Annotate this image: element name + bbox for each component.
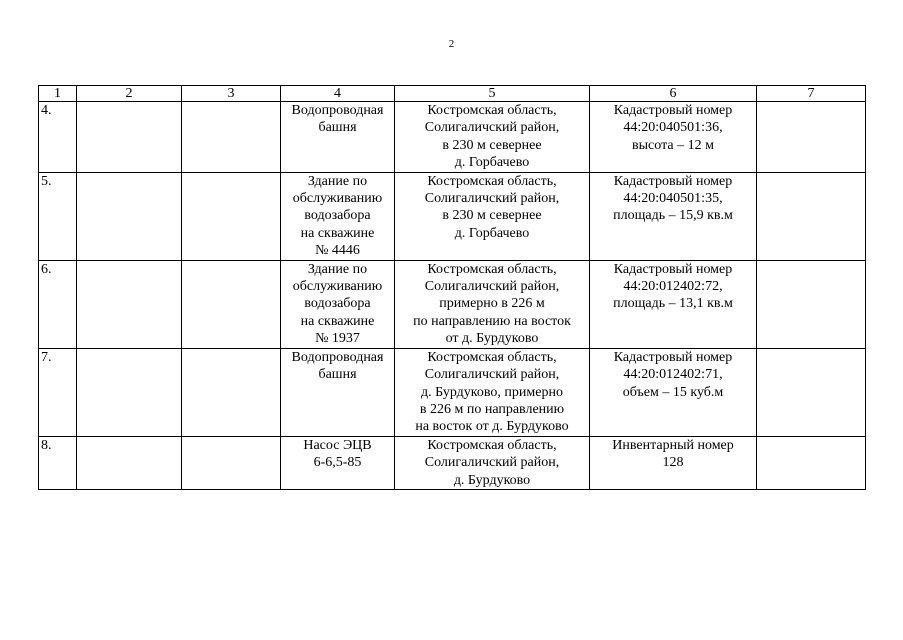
cell-line: обслуживанию — [292, 279, 383, 295]
cell-line: Насос ЭЦВ — [303, 437, 372, 453]
cell-line: водозабора — [304, 296, 371, 312]
cell-line: Инвентарный номер — [612, 437, 734, 453]
table-body — [39, 102, 866, 490]
cell-line: д. Бурдуково, примерно — [421, 384, 563, 400]
cell-line: в 230 м севернее — [442, 137, 542, 153]
empty-cell — [182, 102, 281, 173]
empty-cell — [182, 348, 281, 436]
cell-line: Солигаличский район, — [424, 367, 560, 383]
cell-line: площадь – 15,9 кв.м — [613, 208, 733, 224]
cell-line: на восток от д. Бурдуково — [415, 419, 569, 435]
cell-line: 44:20:012402:71, — [623, 367, 723, 383]
characteristics-cell — [590, 260, 757, 348]
cell-line: Костромская область, — [427, 261, 557, 277]
cell-line: Кадастровый номер — [613, 173, 733, 189]
object-name-cell — [281, 102, 395, 173]
empty-cell — [757, 348, 866, 436]
cell-line: 44:20:040501:36, — [623, 120, 723, 136]
location-cell — [395, 260, 590, 348]
empty-cell — [77, 260, 182, 348]
object-name-cell — [281, 436, 395, 489]
empty-cell — [757, 172, 866, 260]
object-name-cell — [281, 172, 395, 260]
empty-cell — [757, 102, 866, 173]
cell-line: 128 — [662, 455, 684, 471]
empty-cell — [77, 436, 182, 489]
cell-line: № 4446 — [315, 243, 360, 259]
row-number-cell: 5. — [39, 172, 77, 260]
cell-line: Костромская область, — [427, 173, 557, 189]
cell-line: Солигаличский район, — [424, 279, 560, 295]
location-cell — [395, 172, 590, 260]
table-header-row — [39, 86, 866, 102]
cell-line: Кадастровый номер — [613, 261, 733, 277]
empty-cell — [757, 436, 866, 489]
location-cell — [395, 436, 590, 489]
empty-cell — [182, 172, 281, 260]
table-row — [39, 436, 866, 489]
cell-line: Кадастровый номер — [613, 103, 733, 118]
cell-line: 6-6,5-85 — [313, 455, 362, 471]
column-header: 3 — [182, 86, 281, 102]
cell-line: башня — [318, 120, 357, 136]
property-table — [38, 85, 866, 490]
empty-cell — [77, 172, 182, 260]
column-header: 5 — [395, 86, 590, 102]
empty-cell — [757, 260, 866, 348]
cell-line: на скважине — [300, 313, 375, 329]
table-row — [39, 348, 866, 436]
empty-cell — [77, 102, 182, 173]
cell-line: обслуживанию — [292, 191, 383, 207]
cell-line: водозабора — [304, 208, 371, 224]
empty-cell — [182, 436, 281, 489]
cell-line: Кадастровый номер — [613, 349, 733, 365]
cell-line: Костромская область, — [427, 437, 557, 453]
empty-cell — [77, 348, 182, 436]
object-name-cell — [281, 348, 395, 436]
table-row — [39, 102, 866, 173]
cell-line: № 1937 — [315, 331, 360, 347]
cell-line: башня — [318, 367, 357, 383]
cell-line: площадь – 13,1 кв.м — [613, 296, 733, 312]
cell-line: Здание по — [307, 261, 368, 277]
cell-line: Солигаличский район, — [424, 191, 560, 207]
cell-line: высота – 12 м — [632, 137, 714, 153]
cell-line: на скважине — [300, 225, 375, 241]
characteristics-cell — [590, 102, 757, 173]
row-number-cell: 7. — [39, 348, 77, 436]
cell-line: Здание по — [307, 173, 368, 189]
cell-line: Водопроводная — [291, 349, 384, 365]
column-header: 2 — [77, 86, 182, 102]
cell-line: 44:20:040501:35, — [623, 191, 723, 207]
column-header: 6 — [590, 86, 757, 102]
cell-line: д. Горбачево — [454, 225, 530, 241]
cell-line: от д. Бурдуково — [445, 331, 539, 347]
characteristics-cell — [590, 172, 757, 260]
cell-line: Солигаличский район, — [424, 455, 560, 471]
location-cell — [395, 102, 590, 173]
row-number-cell: 4. — [39, 102, 77, 173]
cell-line: в 226 м по направлению — [419, 401, 565, 417]
cell-line: Водопроводная — [291, 103, 384, 118]
cell-line: д. Бурдуково — [453, 472, 531, 488]
column-header: 7 — [757, 86, 866, 102]
characteristics-cell — [590, 436, 757, 489]
page-number: 2 — [448, 38, 455, 50]
cell-line: в 230 м севернее — [442, 208, 542, 224]
location-cell — [395, 348, 590, 436]
table-row — [39, 260, 866, 348]
cell-line: по направлению на восток — [413, 313, 571, 329]
cell-line: д. Горбачево — [454, 155, 530, 171]
cell-line: объем – 15 куб.м — [622, 384, 724, 400]
empty-cell — [182, 260, 281, 348]
characteristics-cell — [590, 348, 757, 436]
object-name-cell — [281, 260, 395, 348]
table-row — [39, 172, 866, 260]
column-header: 4 — [281, 86, 395, 102]
row-number-cell: 8. — [39, 436, 77, 489]
column-header: 1 — [39, 86, 77, 102]
cell-line: Костромская область, — [427, 103, 557, 118]
cell-line: 44:20:012402:72, — [623, 279, 723, 295]
cell-line: примерно в 226 м — [439, 296, 545, 312]
row-number-cell: 6. — [39, 260, 77, 348]
cell-line: Костромская область, — [427, 349, 557, 365]
cell-line: Солигаличский район, — [424, 120, 560, 136]
